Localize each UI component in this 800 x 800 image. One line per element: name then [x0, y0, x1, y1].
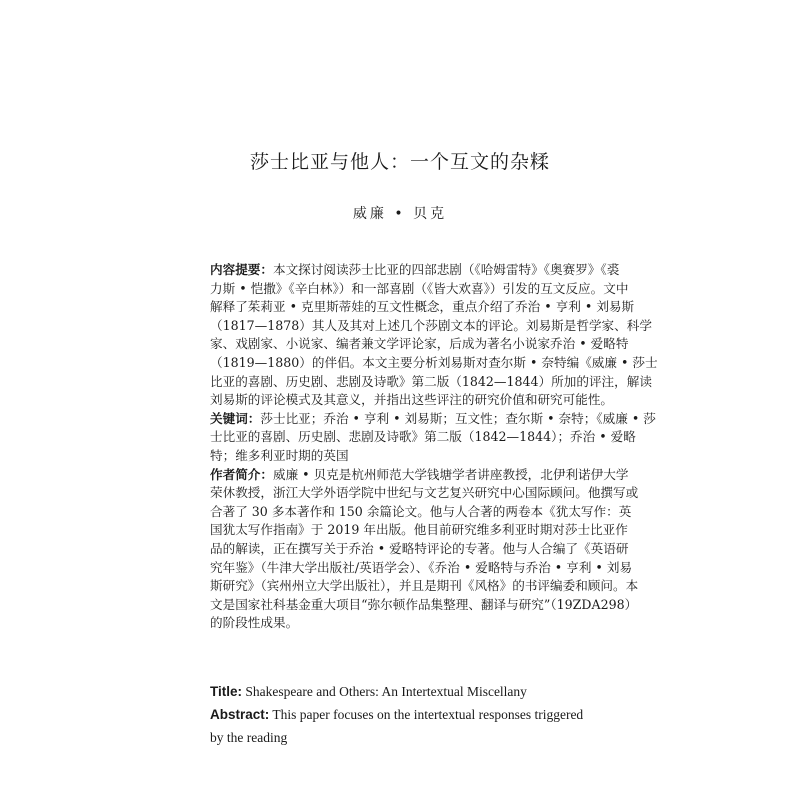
bio-line: 文是国家社科基金重大项目“弥尔顿作品集整理、翻译与研究”（19ZDA298）	[210, 596, 638, 612]
keywords-line: 特；维多利亚时期的英国	[210, 447, 349, 463]
bio-line: 斯研究》（宾州州立大学出版社），并且是期刊《风格》的书评编委和顾问。本	[210, 578, 639, 594]
author-name: 威廉 • 贝克	[352, 206, 448, 222]
author-bio-section	[210, 466, 639, 633]
bio-label: 作者简介：	[210, 466, 273, 482]
english-abstract	[210, 703, 600, 749]
keywords-line: 士比亚的喜剧、历史剧、悲剧及诗歌》第二版（1842—1844）；乔治 • 爱略	[210, 429, 636, 445]
bio-line: 品的解读，正在撰写关于乔治 • 爱略特评论的专著。他与人合编了《英语研	[210, 540, 629, 556]
english-title	[210, 680, 600, 703]
abstract-section	[210, 261, 658, 410]
abstract-line: 本文探讨阅读莎士比亚的四部悲剧（《哈姆雷特》《奥赛罗》《裘	[272, 262, 620, 277]
article-front-matter	[210, 261, 658, 633]
abstract-line: 家、戏剧家、小说家、编者兼文学评论家，后成为著名小说家乔治 • 爱略特	[210, 336, 629, 352]
bio-line: 荣休教授，浙江大学外语学院中世纪与文艺复兴研究中心国际顾问。他撰写或	[210, 485, 639, 501]
english-title-text: Shakespeare and Others: An Intertextual Miscellany	[245, 684, 527, 699]
keywords-label: 关键词：	[210, 410, 261, 426]
abstract-line: 解释了茱莉亚 • 克里斯蒂娃的互文性概念，重点介绍了乔治 • 亨利 • 刘易斯	[210, 299, 635, 315]
abstract-line: （1817—1878）其人及其对上述几个莎剧文本的评论。刘易斯是哲学家、科学	[210, 317, 652, 333]
english-abstract-label: Abstract:	[210, 707, 270, 722]
bio-line: 威廉 • 贝克是杭州师范大学钱塘学者讲座教授，北伊利诺伊大学	[272, 466, 629, 482]
keywords-section	[210, 410, 656, 466]
abstract-label: 内容提要：	[210, 262, 273, 277]
keywords-line: 莎士比亚；乔治 • 亨利 • 刘易斯；互文性；查尔斯 • 奈特；《威廉 • 莎	[260, 410, 656, 426]
abstract-line: 比亚的喜剧、历史剧、悲剧及诗歌》第二版（1842—1844）所加的评注，解读	[210, 373, 652, 389]
abstract-line: 力斯 • 恺撒》《辛白林》）和一部喜剧（《皆大欢喜》）引发的互文反应。文中	[210, 280, 629, 296]
bio-line: 究年鉴》（牛津大学出版社/英语学会）、《乔治 • 爱略特与乔治 • 亨利 • 刘易	[210, 559, 633, 575]
abstract-line: 刘易斯的评论模式及其意义，并指出这些评注的研究价值和研究可能性。	[210, 392, 613, 408]
bio-line: 国犹太写作指南》于 2019 年出版。他目前研究维多利亚时期对莎士比亚作	[210, 522, 628, 538]
page-title: 莎士比亚与他人：一个互文的杂糅	[249, 151, 550, 173]
english-abstract-text: This paper focuses on the intertextual responses triggered by the reading	[210, 707, 584, 745]
abstract-line: （1819—1880）的伴侣。本文主要分析刘易斯对查尔斯 • 奈特编《威廉 • 莎士	[210, 354, 658, 370]
bio-line: 合著了 30 多本著作和 150 余篇论文。他与人合著的两卷本《犹太写作：英	[210, 503, 632, 519]
english-title-label: Title:	[210, 684, 243, 699]
bio-line: 的阶段性成果。	[210, 615, 299, 631]
